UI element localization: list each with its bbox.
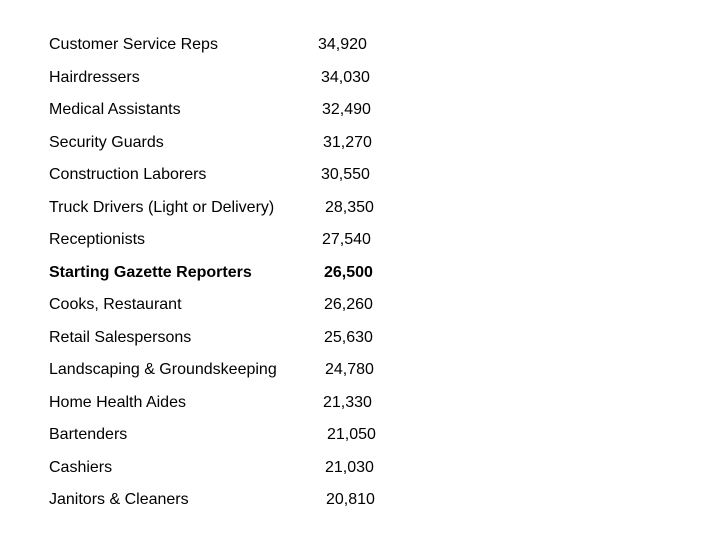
table-row <box>49 229 409 262</box>
table-row <box>49 67 409 100</box>
table-row <box>49 132 409 165</box>
table-row <box>49 489 409 522</box>
table-row <box>49 392 409 425</box>
wage-value: 28,350 <box>325 198 374 216</box>
occupation-label: Customer Service Reps <box>49 36 218 53</box>
table-row <box>49 34 409 67</box>
occupation-label: Receptionists <box>49 231 146 248</box>
table-row-highlighted <box>49 262 409 295</box>
occupation-label: Security Guards <box>49 133 164 151</box>
wage-value: 32,490 <box>322 101 371 118</box>
wage-value: 34,920 <box>318 36 367 53</box>
wage-value: 21,050 <box>327 426 376 443</box>
table-row <box>49 457 409 490</box>
table-row <box>49 294 409 327</box>
occupation-label: Hairdressers <box>49 68 140 86</box>
wage-value: 20,810 <box>326 491 375 508</box>
occupation-label: Landscaping & Groundskeeping <box>49 361 277 378</box>
occupation-label: Cooks, Restaurant <box>49 296 182 313</box>
occupation-label: Home Health Aides <box>49 393 186 411</box>
wage-value: 27,540 <box>322 231 371 248</box>
wage-value: 24,780 <box>325 361 374 378</box>
occupation-label: Construction Laborers <box>49 166 207 183</box>
wage-table <box>49 34 409 522</box>
wage-value: 21,030 <box>325 458 374 476</box>
wage-value: 30,550 <box>321 166 370 183</box>
table-row <box>49 164 409 197</box>
table-row <box>49 99 409 132</box>
table-row <box>49 197 409 230</box>
occupation-label: Janitors & Cleaners <box>49 491 189 508</box>
occupation-label: Cashiers <box>49 458 113 476</box>
wage-value: 31,270 <box>323 133 372 151</box>
table-row <box>49 327 409 360</box>
occupation-label: Bartenders <box>49 426 128 443</box>
table-row <box>49 424 409 457</box>
occupation-label: Retail Salespersons <box>49 328 192 346</box>
wage-value: 26,500 <box>324 263 373 281</box>
wage-value: 34,030 <box>321 68 370 86</box>
table-row <box>49 359 409 392</box>
occupation-label: Truck Drivers (Light or Delivery) <box>49 198 275 216</box>
occupation-label: Medical Assistants <box>49 101 181 118</box>
occupation-label: Starting Gazette Reporters <box>49 263 252 281</box>
wage-value: 21,330 <box>323 393 372 411</box>
wage-value: 25,630 <box>324 328 373 346</box>
wage-value: 26,260 <box>324 296 373 313</box>
